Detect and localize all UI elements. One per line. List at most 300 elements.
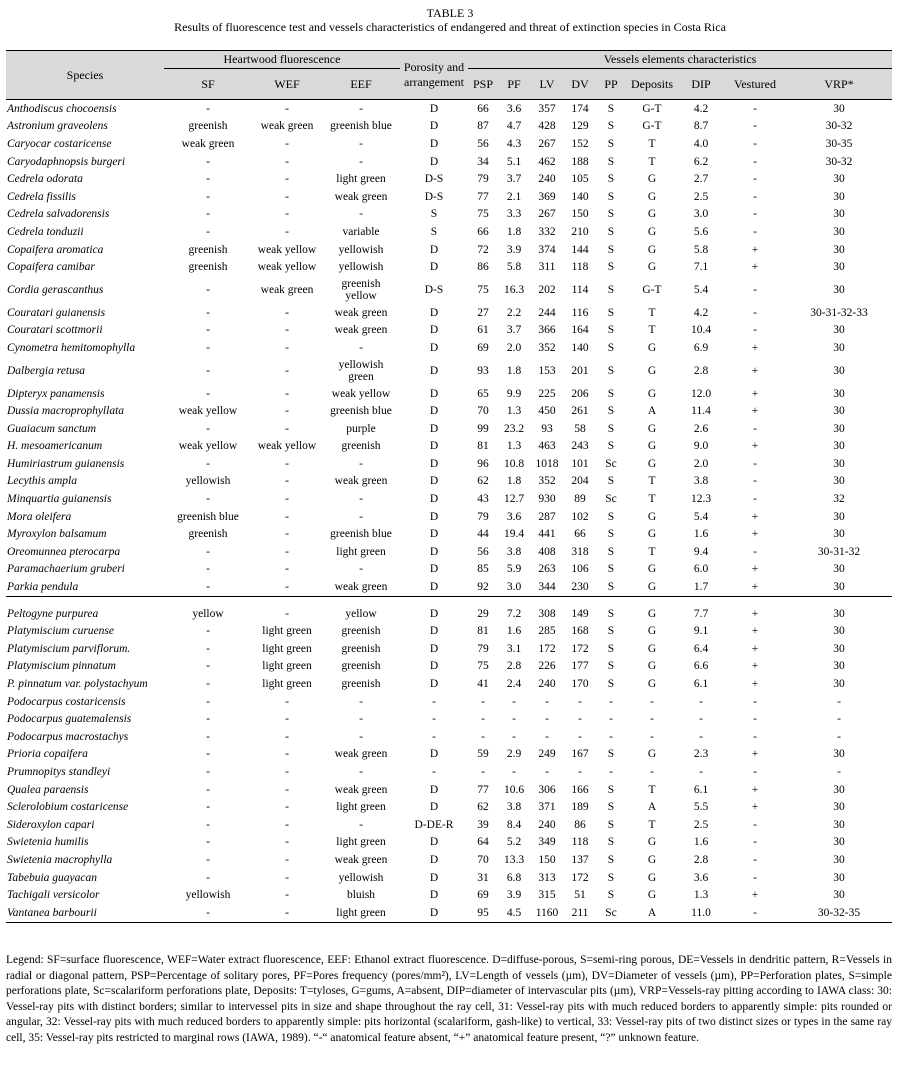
cell-porosity: D — [429, 871, 439, 884]
cell-species: Paramachaerium gruberi — [7, 563, 125, 576]
cell-vrp: 30 — [833, 642, 845, 655]
cell-psp: 81 — [477, 625, 489, 638]
cell-vestured: - — [753, 173, 757, 186]
cell-pf: - — [512, 713, 516, 726]
table-row — [6, 886, 892, 904]
table-row — [6, 118, 892, 136]
cell-vrp: 30 — [833, 261, 845, 274]
cell-sf: weak yellow — [178, 405, 238, 418]
cell-species: Dalbergia retusa — [7, 364, 86, 377]
cell-dip: 11.4 — [691, 405, 711, 418]
cell-sf: weak green — [181, 137, 235, 150]
cell-species: H. mesoamericanum — [7, 440, 103, 453]
cell-wef: - — [285, 607, 289, 620]
header-porosity-line2: arrangement — [404, 75, 464, 89]
table-row — [6, 561, 892, 579]
cell-deposits: G — [647, 836, 657, 849]
cell-dv: 206 — [571, 387, 589, 400]
cell-psp: 59 — [477, 748, 489, 761]
cell-eef: - — [359, 457, 363, 470]
cell-pp: S — [607, 173, 615, 186]
cell-vrp: 30 — [833, 748, 845, 761]
cell-dip: 5.4 — [693, 283, 709, 296]
cell-species: Tabebuia guayacan — [7, 871, 97, 884]
cell-pp: S — [607, 563, 615, 576]
cell-lv: - — [545, 730, 549, 743]
cell-wef: - — [285, 475, 289, 488]
cell-psp: 62 — [477, 801, 489, 814]
cell-wef: - — [285, 173, 289, 186]
cell-eef: weak green — [334, 306, 388, 319]
cell-eef: yellowish green — [338, 358, 384, 383]
cell-lv: 226 — [538, 660, 556, 673]
cell-dip: 4.2 — [693, 306, 709, 319]
cell-vestured: - — [753, 422, 757, 435]
header-sf: SF — [164, 69, 252, 100]
cell-porosity: D-S — [424, 173, 444, 186]
cell-pf: 3.8 — [506, 545, 522, 558]
cell-eef: weak yellow — [331, 387, 391, 400]
cell-sf: - — [206, 225, 210, 238]
cell-deposits: G — [647, 563, 657, 576]
cell-dv: 118 — [571, 836, 589, 849]
cell-porosity: D — [429, 783, 439, 796]
table-row — [6, 728, 892, 746]
cell-pf: 2.0 — [506, 341, 522, 354]
cell-lv: 240 — [538, 818, 556, 831]
cell-sf: yellowish — [185, 889, 231, 902]
cell-dip: 6.1 — [693, 678, 709, 691]
cell-pp: S — [607, 607, 615, 620]
cell-vestured: + — [751, 341, 759, 354]
cell-lv: 1160 — [530, 904, 564, 922]
cell-dv: - — [578, 713, 582, 726]
cell-dv: 189 — [571, 801, 589, 814]
cell-psp: 86 — [477, 261, 489, 274]
cell-pp: S — [607, 243, 615, 256]
cell-sf: weak yellow — [178, 440, 238, 453]
cell-porosity: D — [429, 528, 439, 541]
cell-pp: S — [607, 642, 615, 655]
cell-wef: - — [285, 853, 289, 866]
cell-wef: - — [285, 889, 289, 902]
cell-vestured: - — [753, 818, 757, 831]
cell-porosity: - — [432, 765, 436, 778]
cell-vrp: - — [837, 765, 841, 778]
cell-species: Podocarpus costaricensis — [7, 695, 126, 708]
cell-wef: - — [285, 581, 289, 594]
cell-pf: 3.7 — [506, 324, 522, 337]
cell-vestured: + — [751, 748, 759, 761]
cell-porosity: D — [429, 364, 439, 377]
data-table-container — [6, 50, 892, 923]
cell-eef: light green — [322, 904, 400, 922]
cell-dv: 102 — [571, 510, 589, 523]
cell-eef: yellowish — [338, 261, 384, 274]
cell-wef: light green — [262, 642, 312, 655]
table-row — [6, 543, 892, 561]
cell-vestured: + — [751, 783, 759, 796]
cell-deposits: G — [647, 440, 657, 453]
cell-porosity: D — [429, 748, 439, 761]
table-row — [6, 781, 892, 799]
cell-dv: 116 — [571, 306, 589, 319]
cell-pf: 2.1 — [506, 190, 522, 203]
cell-vrp: 30 — [833, 102, 845, 115]
cell-porosity: S — [430, 225, 438, 238]
cell-pp: S — [607, 528, 615, 541]
cell-dv: 174 — [571, 102, 589, 115]
cell-species: Qualea paraensis — [7, 783, 89, 796]
cell-lv: 172 — [538, 642, 556, 655]
table-row — [6, 746, 892, 764]
cell-lv: - — [545, 765, 549, 778]
cell-eef: - — [359, 493, 363, 506]
cell-vestured: + — [751, 261, 759, 274]
cell-vrp: 30 — [833, 387, 845, 400]
cell-wef: - — [285, 801, 289, 814]
cell-vrp: 30 — [833, 457, 845, 470]
cell-vestured: + — [751, 364, 759, 377]
cell-psp: 72 — [477, 243, 489, 256]
cell-sf: - — [206, 324, 210, 337]
cell-eef: yellow — [345, 607, 377, 620]
cell-deposits: T — [648, 475, 656, 488]
table-row — [6, 100, 892, 118]
cell-dip: 9.4 — [693, 545, 709, 558]
cell-dip: 7.7 — [693, 607, 709, 620]
cell-vrp: 30 — [833, 225, 845, 238]
cell-pp: S — [607, 801, 615, 814]
cell-porosity: D — [429, 625, 439, 638]
cell-wef: weak green — [260, 283, 314, 296]
cell-species: Copaifera camibar — [7, 261, 95, 274]
cell-pp: Sc — [605, 457, 617, 470]
cell-vrp: 30 — [833, 208, 845, 221]
cell-wef: weak green — [260, 120, 314, 133]
cell-dv: 172 — [571, 871, 589, 884]
table-row — [6, 658, 892, 676]
cell-vestured: - — [753, 871, 757, 884]
cell-vestured: - — [753, 836, 757, 849]
cell-species: Cordia gerascanthus — [7, 283, 104, 296]
table-row — [6, 622, 892, 640]
cell-porosity: D — [429, 261, 439, 274]
cell-sf: - — [206, 283, 210, 296]
cell-eef: - — [359, 137, 363, 150]
cell-psp: 79 — [477, 510, 489, 523]
cell-psp: - — [481, 730, 485, 743]
cell-pf: 5.2 — [506, 836, 522, 849]
cell-wef: - — [285, 102, 289, 115]
header-pf: PF — [498, 69, 530, 100]
cell-dv: 129 — [571, 120, 589, 133]
cell-porosity: D — [429, 510, 439, 523]
cell-sf: - — [206, 387, 210, 400]
cell-vestured: + — [751, 642, 759, 655]
cell-vrp: 30-32 — [825, 155, 853, 168]
cell-species: Copaifera aromatica — [7, 243, 104, 256]
table-row — [6, 385, 892, 403]
cell-porosity: - — [432, 713, 436, 726]
cell-sf: - — [206, 853, 210, 866]
cell-wef: - — [285, 324, 289, 337]
cell-deposits: A — [626, 904, 678, 922]
cell-sf: - — [206, 818, 210, 831]
cell-sf: - — [206, 208, 210, 221]
cell-vestured: - — [753, 120, 757, 133]
cell-dv: 204 — [571, 475, 589, 488]
cell-sf: - — [206, 765, 210, 778]
cell-deposits: G — [647, 457, 657, 470]
cell-vrp: 30 — [833, 607, 845, 620]
cell-wef: - — [285, 836, 289, 849]
cell-pf: 4.3 — [506, 137, 522, 150]
cell-porosity: D — [429, 545, 439, 558]
cell-dip: 12.3 — [690, 493, 712, 506]
cell-deposits: G-T — [642, 102, 662, 115]
cell-porosity: D — [429, 120, 439, 133]
cell-species: Humiriastrum guianensis — [7, 457, 125, 470]
cell-vrp: 30 — [833, 243, 845, 256]
cell-psp: - — [481, 695, 485, 708]
cell-pf: 3.6 — [506, 102, 522, 115]
table-row — [6, 473, 892, 491]
cell-wef: - — [285, 510, 289, 523]
cell-deposits: G — [647, 208, 657, 221]
cell-porosity: D — [400, 904, 468, 922]
cell-wef: weak yellow — [257, 261, 317, 274]
cell-pf: 23.2 — [503, 422, 525, 435]
cell-pp: S — [607, 748, 615, 761]
cell-vestured: - — [753, 225, 757, 238]
cell-deposits: G — [647, 581, 657, 594]
cell-dv: 172 — [571, 642, 589, 655]
cell-pp: S — [607, 871, 615, 884]
cell-psp: 70 — [477, 405, 489, 418]
cell-pp: S — [607, 190, 615, 203]
cell-vestured: + — [751, 581, 759, 594]
table-body — [6, 100, 892, 923]
cell-psp: 85 — [477, 563, 489, 576]
cell-deposits: G — [647, 889, 657, 902]
cell-vrp: 30 — [833, 783, 845, 796]
cell-vestured: - — [753, 137, 757, 150]
cell-pf: 1.8 — [506, 475, 522, 488]
table-row — [6, 904, 892, 922]
cell-species: Platymiscium pinnatum — [7, 660, 116, 673]
cell-wef: - — [285, 528, 289, 541]
cell-vestured: - — [753, 853, 757, 866]
cell-species: Parkia pendula — [7, 581, 79, 594]
cell-pp: S — [607, 102, 615, 115]
table-title: TABLE 3 — [426, 6, 474, 20]
cell-sf: - — [206, 563, 210, 576]
cell-dv: 211 — [564, 904, 596, 922]
header-porosity — [400, 51, 468, 100]
cell-porosity: D-S — [424, 190, 444, 203]
cell-dv: 150 — [571, 208, 589, 221]
cell-lv: 369 — [538, 190, 556, 203]
cell-lv: 267 — [538, 208, 556, 221]
cell-psp: 75 — [477, 283, 489, 296]
cell-dv: 177 — [571, 660, 589, 673]
cell-dip: 1.3 — [693, 889, 709, 902]
cell-vrp: 30 — [833, 528, 845, 541]
cell-dip: 9.0 — [693, 440, 709, 453]
cell-wef: - — [285, 387, 289, 400]
cell-lv: 374 — [538, 243, 556, 256]
cell-lv: 463 — [538, 440, 556, 453]
header-group-vessels: Vessels elements characteristics — [468, 51, 892, 69]
cell-dv: 66 — [574, 528, 586, 541]
cell-sf: greenish — [188, 120, 228, 133]
cell-pp: S — [607, 324, 615, 337]
cell-deposits: G — [647, 387, 657, 400]
table-row — [6, 420, 892, 438]
cell-pf: 2.9 — [506, 748, 522, 761]
cell-species: Platymiscium parviflorum. — [7, 642, 131, 655]
cell-pf: 4.5 — [498, 904, 530, 922]
cell-vrp: 30 — [833, 678, 845, 691]
cell-wef: - — [252, 904, 322, 922]
header-vestured: Vestured — [724, 69, 786, 100]
cell-sf: - — [206, 783, 210, 796]
cell-psp: 66 — [477, 102, 489, 115]
cell-vestured: + — [751, 660, 759, 673]
cell-dv: 166 — [571, 783, 589, 796]
cell-eef: - — [359, 102, 363, 115]
cell-vrp: 32 — [833, 493, 845, 506]
cell-dip: 7.1 — [693, 261, 709, 274]
cell-wef: - — [285, 155, 289, 168]
cell-dv: 89 — [574, 493, 586, 506]
cell-psp: 31 — [477, 871, 489, 884]
cell-psp: 77 — [477, 190, 489, 203]
cell-pp: - — [609, 765, 613, 778]
cell-vrp: 30 — [833, 871, 845, 884]
cell-wef: - — [285, 422, 289, 435]
cell-vestured: - — [724, 904, 786, 922]
cell-species: Prioria copaifera — [7, 748, 88, 761]
cell-dv: 86 — [574, 818, 586, 831]
cell-pp: S — [607, 137, 615, 150]
cell-pf: 3.8 — [506, 801, 522, 814]
cell-psp: 75 — [477, 660, 489, 673]
header-vrp: VRP* — [786, 69, 892, 100]
cell-dip: 3.8 — [693, 475, 709, 488]
cell-dip: 12.0 — [690, 387, 712, 400]
cell-lv: 285 — [538, 625, 556, 638]
cell-psp: 29 — [477, 607, 489, 620]
cell-wef: - — [285, 306, 289, 319]
header-eef: EEF — [322, 69, 400, 100]
cell-vestured: - — [753, 324, 757, 337]
cell-sf: - — [206, 173, 210, 186]
cell-wef: - — [285, 493, 289, 506]
cell-vestured: + — [751, 625, 759, 638]
cell-eef: - — [359, 765, 363, 778]
cell-eef: greenish — [341, 660, 381, 673]
cell-wef: - — [285, 545, 289, 558]
cell-eef: greenish — [341, 678, 381, 691]
cell-deposits: G — [647, 173, 657, 186]
cell-pf: 3.1 — [506, 642, 522, 655]
cell-pp: S — [607, 120, 615, 133]
cell-deposits: - — [650, 713, 654, 726]
cell-deposits: T — [648, 818, 656, 831]
cell-vestured: + — [751, 678, 759, 691]
cell-pf: 5.8 — [506, 261, 522, 274]
cell-vrp: 30 — [833, 818, 845, 831]
cell-eef: - — [359, 730, 363, 743]
cell-vrp: 30-35 — [825, 137, 853, 150]
cell-vrp: 30 — [833, 190, 845, 203]
cell-dip: 6.4 — [693, 642, 709, 655]
cell-dip: 6.9 — [693, 341, 709, 354]
cell-vrp: 30 — [833, 625, 845, 638]
cell-pf: 13.3 — [503, 853, 525, 866]
cell-porosity: D — [429, 581, 439, 594]
cell-sf: - — [206, 545, 210, 558]
cell-porosity: - — [432, 730, 436, 743]
cell-porosity: D — [429, 155, 439, 168]
cell-pf: 1.6 — [506, 625, 522, 638]
cell-species: Platymiscium curuense — [7, 625, 114, 638]
cell-lv: 930 — [538, 493, 556, 506]
cell-pf: 3.7 — [506, 173, 522, 186]
cell-sf: - — [206, 625, 210, 638]
cell-pp: S — [607, 475, 615, 488]
cell-sf: yellow — [192, 607, 224, 620]
cell-species: Cedrela tonduzii — [7, 225, 84, 238]
cell-vestured: + — [751, 563, 759, 576]
cell-wef: light green — [262, 625, 312, 638]
cell-pp: S — [607, 660, 615, 673]
cell-vrp: 30 — [833, 563, 845, 576]
cell-eef: weak green — [334, 853, 388, 866]
table-row — [6, 763, 892, 781]
cell-deposits: G — [647, 190, 657, 203]
cell-species: Anthodiscus chocoensis — [7, 102, 117, 115]
cell-dv: 210 — [571, 225, 589, 238]
cell-porosity: D — [429, 324, 439, 337]
cell-pf: 3.9 — [506, 243, 522, 256]
cell-species: Podocarpus guatemalensis — [7, 713, 132, 726]
cell-pf: 6.8 — [506, 871, 522, 884]
cell-pp: S — [607, 405, 615, 418]
cell-pf: 2.8 — [506, 660, 522, 673]
cell-dip: 3.0 — [693, 208, 709, 221]
cell-deposits: G — [647, 871, 657, 884]
cell-deposits: A — [647, 405, 657, 418]
cell-eef: - — [359, 341, 363, 354]
table-row — [6, 276, 892, 304]
cell-vestured: - — [753, 730, 757, 743]
cell-wef: - — [285, 695, 289, 708]
cell-porosity: D — [429, 306, 439, 319]
table-row — [6, 357, 892, 385]
cell-psp: 27 — [477, 306, 489, 319]
cell-wef: - — [285, 563, 289, 576]
cell-vrp: 30 — [833, 324, 845, 337]
cell-psp: - — [481, 765, 485, 778]
cell-pf: 5.1 — [506, 155, 522, 168]
header-porosity-line1: Porosity and — [403, 60, 465, 74]
cell-pp: S — [607, 889, 615, 902]
cell-dip: 2.7 — [693, 173, 709, 186]
cell-deposits: - — [650, 765, 654, 778]
